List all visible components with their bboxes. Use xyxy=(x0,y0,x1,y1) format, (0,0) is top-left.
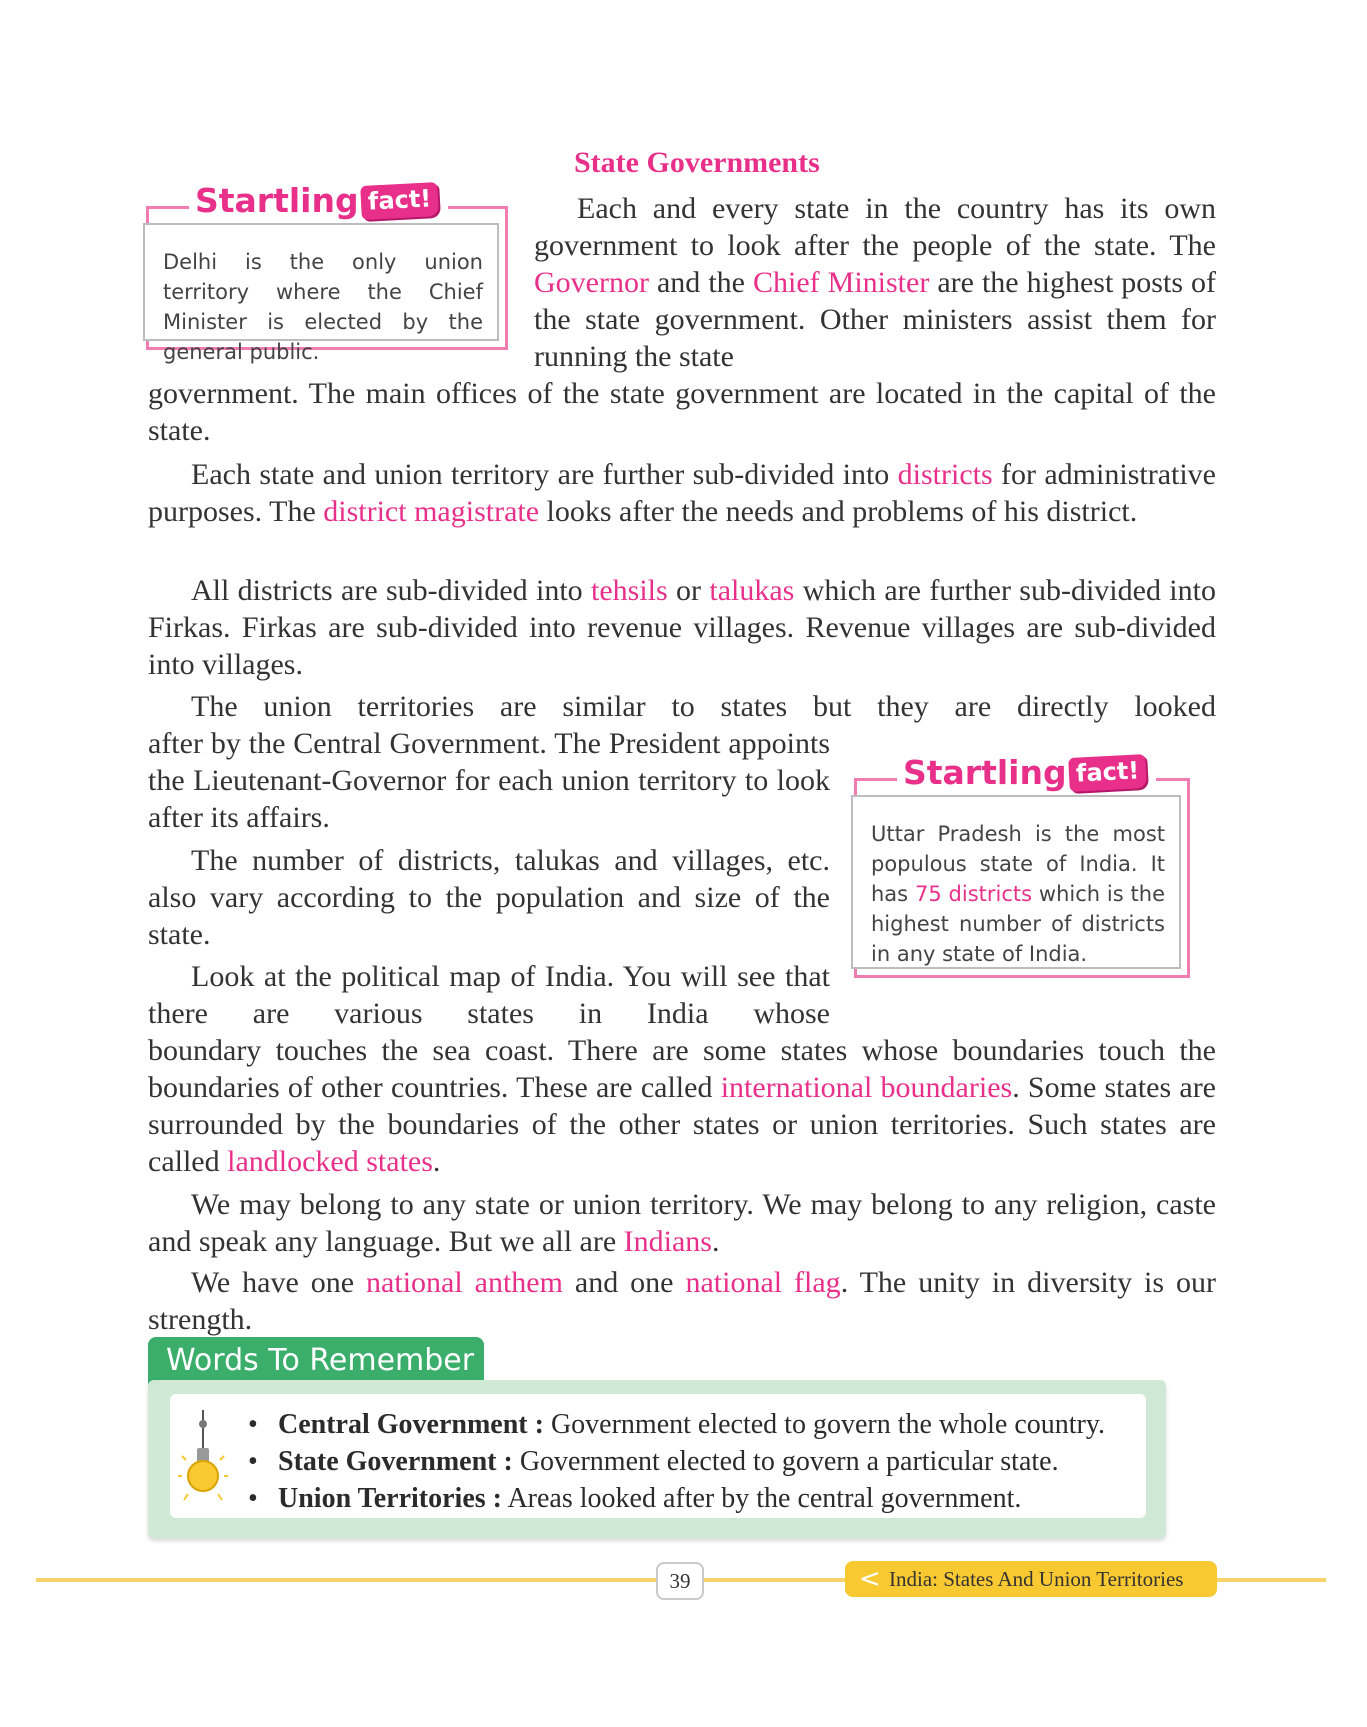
words-to-remember-title: Words To Remember xyxy=(148,1337,484,1385)
text-run: Each and every state in the country has its own government to look after the people of the state. The xyxy=(534,192,1216,262)
keyword-75-districts: 75 districts xyxy=(914,882,1033,906)
startling-fact-text: Delhi is the only union territory where the Chief Minister is elected by the general public. xyxy=(143,223,499,341)
paragraph-state-government xyxy=(534,190,1216,375)
paragraph-political-map-narrow: Look at the political map of India. You will see that there are various states in India whose xyxy=(148,960,830,1030)
text-run: which are further sub-divided into Firkas. Firkas are sub-divided into revenue villages. Revenue villages are sub-divided into villages. xyxy=(148,574,1216,681)
chapter-label xyxy=(845,1561,1217,1597)
text-run: We may belong to any state or union territory. We may belong to any religion, caste and speak any language. But we all are xyxy=(148,1188,1216,1258)
term: Central Government : xyxy=(278,1409,544,1440)
startling-fact-box-uttar-pradesh xyxy=(854,753,1190,978)
text-run: All districts are sub-divided into xyxy=(191,574,592,607)
words-to-remember-list xyxy=(248,1406,1105,1517)
keyword-national-anthem: national anthem xyxy=(366,1266,563,1299)
paragraph-state-government-cont: government. The main offices of the state government are located in the capital of the state. xyxy=(148,377,1216,447)
text-run: are the highest posts of the state government. Other ministers assist them for running the state xyxy=(534,266,1216,373)
text-run: or xyxy=(667,574,710,607)
text-run: which is the highest number of districts in any state of India. xyxy=(871,882,1165,966)
paragraph-union-territories-line1: The union territories are similar to states but they are directly looked xyxy=(191,690,1216,723)
startling-label: Startling xyxy=(903,753,1067,792)
lightbulb-icon xyxy=(178,1410,228,1520)
keyword-governor: Governor xyxy=(534,266,649,299)
text-run: . xyxy=(711,1225,720,1258)
text-run: Uttar Pradesh is the most populous state of India. It has xyxy=(871,822,1165,906)
startling-fact-title xyxy=(189,181,448,220)
keyword-districts: districts xyxy=(897,458,993,491)
keyword-chief-minister: Chief Minister xyxy=(752,266,930,299)
paragraph-number-of-districts: The number of districts, talukas and villages, etc. also vary according to the population and size of the state. xyxy=(148,844,830,951)
text-run: looks after the needs and problems of his district. xyxy=(539,495,1138,528)
text-run: and the xyxy=(648,266,753,299)
startling-fact-box-delhi xyxy=(146,181,508,364)
text-run: Each state and union territory are further sub-divided into xyxy=(191,458,898,491)
text-run: We have one xyxy=(191,1266,367,1299)
paragraph-districts xyxy=(148,456,1216,530)
list-item xyxy=(248,1480,1105,1517)
paragraph-political-map xyxy=(148,1032,1216,1180)
keyword-district-magistrate: district magistrate xyxy=(323,495,540,528)
paragraph-union-territories: after by the Central Government. The President appoints the Lieutenant-Governor for each union territory to look after its affairs. xyxy=(148,727,830,834)
paragraph-tehsils xyxy=(148,572,1216,683)
startling-fact-text xyxy=(851,795,1181,969)
text-run: and one xyxy=(562,1266,686,1299)
page-number: 39 xyxy=(656,1562,704,1600)
keyword-landlocked-states: landlocked states xyxy=(227,1145,433,1178)
startling-fact-title xyxy=(897,753,1156,792)
term: Union Territories : xyxy=(278,1483,502,1514)
words-to-remember-inner xyxy=(170,1394,1146,1518)
keyword-talukas: talukas xyxy=(709,574,795,607)
fact-badge: fact! xyxy=(1068,754,1147,792)
text-run: . Some states are surrounded by the boundaries of the other states or union territories. Such states are called xyxy=(148,1071,1216,1178)
fact-badge: fact! xyxy=(360,182,439,220)
startling-label: Startling xyxy=(195,181,359,220)
keyword-national-flag: national flag xyxy=(685,1266,841,1299)
chevron-left-icon: < xyxy=(859,1564,881,1594)
chapter-title: India: States And Union Territories xyxy=(889,1567,1184,1591)
definition: Government elected to govern a particular state. xyxy=(512,1446,1059,1477)
definition: Areas looked after by the central government. xyxy=(502,1483,1022,1514)
paragraph-unity xyxy=(148,1264,1216,1338)
list-item xyxy=(248,1443,1105,1480)
text-run: boundary touches the sea coast. There are some states whose boundaries touch the boundaries of other countries. These are called xyxy=(148,1034,1216,1104)
term: State Government : xyxy=(278,1446,513,1477)
words-to-remember-box xyxy=(148,1380,1166,1538)
keyword-indians: Indians xyxy=(623,1225,712,1258)
section-title: State Governments xyxy=(574,146,820,179)
list-item xyxy=(248,1406,1105,1443)
text-run: . The unity in diversity is our strength. xyxy=(148,1266,1217,1336)
keyword-international-boundaries: international boundaries xyxy=(720,1071,1013,1104)
text-run: for administrative purposes. The xyxy=(148,458,1216,528)
paragraph-indians xyxy=(148,1186,1216,1260)
definition: Government elected to govern the whole country. xyxy=(543,1409,1106,1440)
text-run: . xyxy=(432,1145,441,1178)
keyword-tehsils: tehsils xyxy=(591,574,668,607)
